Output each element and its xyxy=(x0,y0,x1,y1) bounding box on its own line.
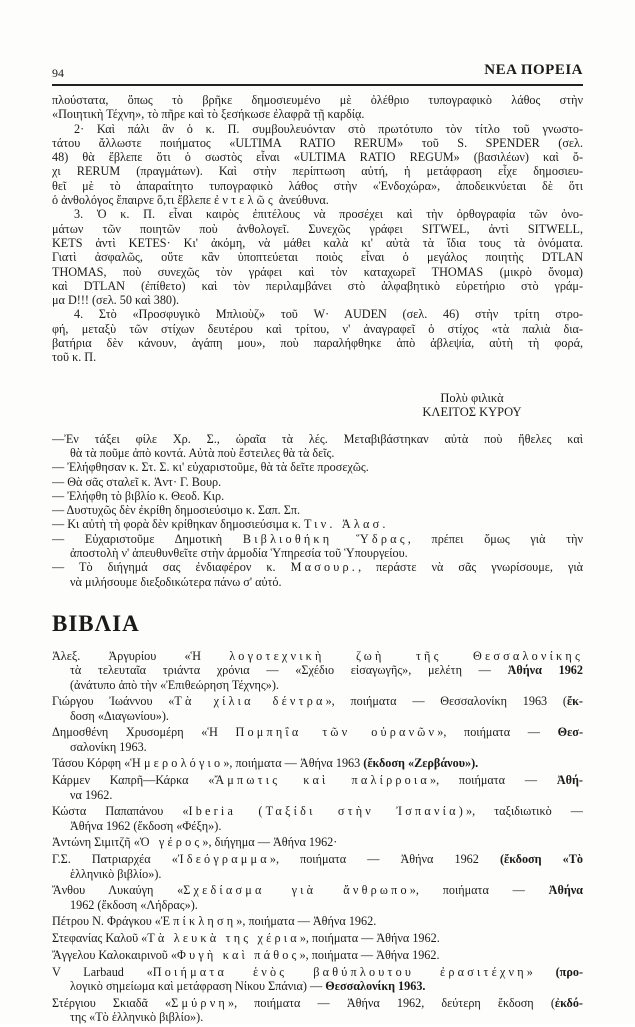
text-run: Ἀντώνη Σιμιτζῆ « xyxy=(52,835,140,850)
text-run: 48) θὰ ἔβλεπε ὅτι ὁ σωστὸς εἶναι «ULTIMA RATIO REGUM» (βασιλέων) καὶ ὄ- xyxy=(52,150,583,165)
book-list xyxy=(52,649,583,1025)
text-run: 1962 (ἔκδοση «Λήδρας»). xyxy=(70,897,198,912)
journal-title: ΝΕΑ ΠΟΡΕΙΑ xyxy=(484,62,583,78)
letter-text xyxy=(52,93,583,365)
text-line xyxy=(52,432,583,446)
text-line xyxy=(52,136,583,150)
text-run: φή, μεταξὺ τῶν στίχων δευτέρου καὶ τρίτου, ν' ἀναγραφεῖ ὁ στίχος «τὰ παλιὰ δια- xyxy=(52,321,583,336)
text-line xyxy=(52,678,583,692)
book-entry xyxy=(52,725,583,754)
spaced-title: Ἰδεόγραμμα xyxy=(177,852,270,867)
text-line xyxy=(52,150,583,164)
text-run: Πέτρου Ν. Φράγκου « xyxy=(52,914,161,929)
text-run: », διήγημα — Ἀθήνα 1962· xyxy=(202,835,338,850)
text-run: — Τὸ διήγημά σας ἐνδιαφέρον κ. xyxy=(52,560,291,575)
text-line xyxy=(52,649,583,663)
spaced-title: Τὰ λευκὰ της χέρια xyxy=(147,931,300,946)
spaced-title: λογοτεχνικὴ ζωὴ τῆς Θεσσαλονίκης xyxy=(229,648,583,663)
text-line xyxy=(52,819,583,833)
text-line xyxy=(52,307,583,321)
text-line xyxy=(52,460,583,474)
bold-text: Ἀθήνα 1962 xyxy=(507,663,583,678)
text-line xyxy=(52,265,583,279)
text-run: Στεφανίας Καλοῦ « xyxy=(52,931,148,946)
text-line xyxy=(52,898,583,912)
spaced-title: Ἄμπωτις καὶ παλίρροια xyxy=(214,773,430,788)
text-line xyxy=(52,279,583,293)
text-line xyxy=(52,489,583,503)
spaced-title: ἐντελῶς xyxy=(214,193,276,208)
spaced-title: Μασουρ. xyxy=(290,560,359,575)
page-number: 94 xyxy=(52,66,64,80)
note-item xyxy=(52,460,583,474)
text-line xyxy=(52,475,583,489)
text-run: θεῖ μὲ τὸ ἀπαραίτητο τυπογραφικὸ λάθος στὴν «Ἐνδοχώρα», ἀποδεικνύεται δὲ ὅτι xyxy=(52,178,583,193)
page-body xyxy=(52,93,583,1027)
spaced-title: Βιβλιοθήκη Ὕδρας xyxy=(242,531,408,546)
text-run: καὶ DTLAN (ἐπίθετο) καὶ τὸν περιλαμβάνει στὸ ἀλφαβητικὸ εὑρετήριο στὸ γράμ- xyxy=(52,278,583,293)
book-entry xyxy=(52,804,583,833)
text-run: Ἄνθου Λυκαύγη « xyxy=(52,883,184,898)
text-line xyxy=(52,93,583,107)
text-run: μάτων τῶν ποιητῶν ποὺ ἀνθολογεῖ. Συνεχῶς γράφει SITWEL, ἀντὶ SITWELL, xyxy=(52,221,583,236)
text-run: Κώστα Παπαπάνου « xyxy=(52,804,189,819)
spaced-title: Ὁ γέρος xyxy=(139,835,203,850)
text-line xyxy=(52,867,583,881)
text-run: βατήρια δὲν κάνουν, ἀγάπη μου», ποὺ παραλήφθηκε ἀπὸ ἀβλεψία, αὐτὴ τὴ φορά, xyxy=(52,336,583,351)
book-entry xyxy=(52,931,583,945)
spaced-title: Φυγὴ καὶ πάθος xyxy=(176,948,300,963)
text-run: — Ἐλήφθησαν κ. Στ. Σ. κι' εὐχαριστοῦμε, θὰ τὰ δεῖτε προσεχῶς. xyxy=(52,460,369,475)
text-line xyxy=(52,546,583,560)
text-line xyxy=(52,914,583,928)
text-run: Γ.Σ. Πατριαρχέα « xyxy=(52,852,178,867)
book-entry xyxy=(52,948,583,962)
text-line xyxy=(52,788,583,802)
text-run: — Κι αὐτὴ τὴ φορὰ δὲν κρίθηκαν δημοσιεύσιμα κ. xyxy=(52,517,304,532)
note-item xyxy=(52,517,583,531)
text-line xyxy=(52,336,583,350)
text-run: », ποιήματα — Ἀθήνα 1962, δεύτερη ἔκδοση ( xyxy=(227,995,555,1010)
text-run: THOMAS, ποὺ συνεχῶς τὸν γράφει καὶ τὸν καταχωρεῖ THOMAS (μικρὸ ὄνομα) xyxy=(52,264,583,279)
text-run: », ποιήματα — xyxy=(437,725,558,740)
text-run: Κάρμεν Καπρῆ—Κάρκα « xyxy=(52,773,215,788)
text-run: », ποιήματα — Ἀθήνα 1963 xyxy=(223,756,364,771)
paragraph xyxy=(52,122,583,208)
spaced-title: Σχεδίασμα γιὰ ἄνθρωπο xyxy=(183,883,410,898)
text-line xyxy=(52,979,583,993)
text-run: Ἀθήνα 1962 (ἔκδοση «Φέξη»). xyxy=(70,818,222,833)
text-run: Ἄγγελου Καλοκαιρινοῦ « xyxy=(52,948,177,963)
book-entry xyxy=(52,773,583,802)
text-run: θὰ τὰ ποῦμε ἀπὸ κοντά. Αὐτὰ ποὺ ἔστειλες θὰ τὰ δεῖς. xyxy=(70,445,335,460)
book-entry xyxy=(52,756,583,770)
text-run: », ποιήματα — xyxy=(429,773,557,788)
text-run: χι RERUM (πραγμάτων). Καὶ στὴν περίπτωση αὐτή, ἡ μετάφραση εἶχε δημοσιευ- xyxy=(52,164,583,179)
spaced-title: Πομπηΐα τῶν οὐρανῶν xyxy=(235,725,438,740)
text-run: », ταξιδιωτικὸ — xyxy=(465,804,583,819)
text-run: —Ἐν τάξει φίλε Χρ. Σ., ὡραῖα τὰ λές. Μεταβιβάστηκαν αὐτὰ ποὺ ἤθελες καὶ xyxy=(52,431,583,446)
signature-closing: Πολὺ φιλικὰ xyxy=(440,390,504,405)
text-run: μα D!!! (σελ. 50 καὶ 380). xyxy=(52,293,180,308)
text-run: , περάστε νὰ σᾶς γνωρίσουμε, γιὰ xyxy=(358,560,583,575)
bold-text: ἐκδό- xyxy=(554,995,583,1010)
text-line xyxy=(52,740,583,754)
note-item xyxy=(52,432,583,461)
bold-text: Ἀθήνα xyxy=(548,883,583,898)
text-line xyxy=(52,965,583,979)
paragraph xyxy=(52,207,583,307)
text-run: », ποιήματα — xyxy=(409,883,549,898)
text-run: Γιώργου Ἰωάννου « xyxy=(52,694,175,709)
spaced-title: Σμύρνη xyxy=(171,995,228,1010)
text-run: (ἀνάτυπο ἀπὸ τὴν «Ἐπιθεώρηση Τέχνης»). xyxy=(70,677,279,692)
text-run: », ποιήματα — Ἀθήνα 1962 xyxy=(269,852,500,867)
book-entry xyxy=(52,914,583,928)
text-run: ἀνεύθυνα. xyxy=(275,193,329,208)
text-line xyxy=(52,503,583,517)
text-line xyxy=(52,122,583,136)
text-line xyxy=(52,250,583,264)
note-item xyxy=(52,532,583,561)
text-line xyxy=(52,575,583,589)
text-run: Γιατὶ ἀσφαλῶς, οὔτε κἂν ὑποπτεύεται ποιὸς εἶναι ὁ μεγάλος ποιητὴς DTLAN xyxy=(52,250,583,265)
text-run: ἀποστολὴ ν' ἀπευθυνθεῖτε στὴν ἁρμοδία Ὑπηρεσία τοῦ Ὑπουργείου. xyxy=(70,546,408,561)
paragraph xyxy=(52,93,583,122)
text-run: », ποιήματα — Ἀθήνα 1962. xyxy=(299,948,440,963)
text-run: της «Τὸ ἑλληνικὸ βιβλίο»). xyxy=(70,1010,204,1025)
text-run: νὰ μιλήσουμε διεξοδικώτερα πάνω σ' αὐτό. xyxy=(70,574,282,589)
text-line xyxy=(52,446,583,460)
text-run: Ἀλεξ. Ἀργυρίου «Ἡ xyxy=(52,648,230,663)
text-run: , πρέπει ὅμως γιὰ τὴν xyxy=(407,531,583,546)
bold-text: (ἔκδοση «Ζερβάνου»). xyxy=(363,756,479,771)
text-line xyxy=(52,350,583,364)
text-run: », ποιήματα — Ἀθήνα 1962. xyxy=(236,914,377,929)
text-line xyxy=(52,804,583,818)
text-run: 2· Καὶ πάλι ἂν ὁ κ. Π. συμβουλευόνταν στὸ πρωτότυπο τὸν τίτλο τοῦ γνωστο- xyxy=(74,121,583,136)
note-item xyxy=(52,475,583,489)
bold-text: (ἔκδοση «Τὸ xyxy=(499,852,583,867)
text-line xyxy=(52,1010,583,1024)
spaced-title: Ἡμερολόγιο xyxy=(130,756,224,771)
text-line xyxy=(52,179,583,193)
text-line xyxy=(52,931,583,945)
text-line xyxy=(52,222,583,236)
text-line xyxy=(52,560,583,574)
text-run: », ποιήματα — Θεσσαλονίκη 1963 ( xyxy=(325,694,567,709)
paragraph xyxy=(52,307,583,364)
text-run: «Ποιητικὴ Τέχνη», τὸ πῆρε καὶ τὸ ξεσήκωσε ἐλαφρᾶ τῇ καρδίᾳ. xyxy=(52,107,365,122)
text-line xyxy=(52,756,583,770)
spaced-title: Ἐπίκληση xyxy=(160,914,237,929)
bold-text: ἔκ- xyxy=(566,694,583,709)
text-line xyxy=(52,835,583,849)
editor-notes xyxy=(52,432,583,589)
spaced-title: Τιν. Ἀλασ. xyxy=(303,517,389,532)
text-run: — Ἐλήφθη τὸ βιβλίο κ. Θεοδ. Κιρ. xyxy=(52,488,225,503)
note-item xyxy=(52,560,583,589)
text-run: ὁ ἀνθολόγος ἔπαιρνε ὅ,τι ἔβλεπε xyxy=(52,193,215,208)
text-run: — Εὐχαριστοῦμε Δημοτικὴ xyxy=(52,531,243,546)
text-run: να 1962. xyxy=(70,787,113,802)
note-item xyxy=(52,489,583,503)
text-line xyxy=(52,532,583,546)
text-run: V Larbaud « xyxy=(52,964,153,979)
signature-name: ΚΛΕΙΤΟΣ ΚΥΡΟΥ xyxy=(422,405,522,420)
text-line xyxy=(52,236,583,250)
text-line xyxy=(52,322,583,336)
bold-text: Θεσσαλονίκη 1963. xyxy=(325,979,426,994)
section-heading-books: ΒΙΒΛΙΑ xyxy=(52,610,140,636)
text-line xyxy=(52,948,583,962)
text-line xyxy=(52,709,583,723)
text-run: δοση «Διαγωνίου»). xyxy=(70,708,169,723)
text-run: » xyxy=(526,964,556,979)
text-line xyxy=(52,883,583,897)
text-run: σαλονίκη 1963. xyxy=(70,739,147,754)
text-run: — Δυστυχῶς δὲν ἐκρίθη δημοσιεύσιμο κ. Σαπ. Σπ. xyxy=(52,503,301,518)
text-line xyxy=(52,207,583,221)
text-run: τοῦ κ. Π. xyxy=(52,350,97,365)
text-line xyxy=(52,996,583,1010)
book-entry xyxy=(52,835,583,849)
text-run: τὰ τελευταῖα τριάντα χρόνια — «Σχέδιο εἰσαγωγῆς», μελέτη — xyxy=(70,663,508,678)
text-line xyxy=(52,773,583,787)
book-entry xyxy=(52,694,583,723)
text-run: τάτου ἄλλωστε ποιήματος «ULTIMA RATIO RERUM» τοῦ S. SPENDER (σελ. xyxy=(52,135,583,150)
spaced-title: Τὰ χίλια δέντρα xyxy=(174,694,326,709)
text-run: Στέργιου Σκιαδᾶ « xyxy=(52,995,172,1010)
bold-text: Θεσ- xyxy=(557,725,583,740)
text-run: Δημοσθένη Χρυσομέρη «Ἡ xyxy=(52,725,236,740)
text-run: — Θὰ σᾶς σταλεῖ κ. Ἀντ· Γ. Βουρ. xyxy=(52,474,222,489)
book-entry xyxy=(52,649,583,692)
text-line xyxy=(52,107,583,121)
text-line xyxy=(52,193,583,207)
book-entry xyxy=(52,883,583,912)
text-run: 4. Στὸ «Προσφυγικὸ Μπλιοὺζ» τοῦ W· AUDEN (σελ. 46) στὴν τρίτη στρο- xyxy=(74,307,583,322)
text-run: ἑλληνικὸ βιβλίο»). xyxy=(70,866,162,881)
text-line xyxy=(52,852,583,866)
text-run: », ποιήματα — Ἀθήνα 1962. xyxy=(299,931,440,946)
text-line xyxy=(52,663,583,677)
book-entry xyxy=(52,965,583,994)
text-run: 3. Ὁ κ. Π. εἶναι καιρὸς ἐπιτέλους νὰ προσέχει καὶ τὴν ὀρθογραφία τῶν ὀνο- xyxy=(74,207,583,222)
spaced-title: Iberia (Ταξίδι στὴν Ἰσπανία) xyxy=(188,804,466,819)
bold-text: Ἀθή- xyxy=(556,773,583,788)
bold-text: (προ- xyxy=(555,964,583,979)
text-line xyxy=(52,293,583,307)
note-item xyxy=(52,503,583,517)
text-line xyxy=(52,725,583,739)
signature xyxy=(372,391,572,420)
text-line xyxy=(52,694,583,708)
text-run: πλούστατα, ὅπως τὸ βρῆκε δημοσιευμένο μὲ ὀλέθριο τυπογραφικὸ λάθος στὴν xyxy=(52,93,583,107)
book-entry xyxy=(52,852,583,881)
text-run: λογικὸ σημείωμα καὶ μετάφραση Νίκου Σπάνια) — xyxy=(70,979,326,994)
text-run: KETS ἀντὶ KETES· Κι' ἀκόμη, νὰ μάθει καλὰ κι' αὐτὰ τὰ ἴδια τους τὰ ὀνόματα. xyxy=(52,235,583,250)
spaced-title: Ποιήματα ἑνὸς βαθύπλουτου ἐρασιτέχνη xyxy=(152,964,527,979)
book-entry xyxy=(52,996,583,1025)
text-line xyxy=(52,164,583,178)
page-header xyxy=(52,62,583,86)
text-line xyxy=(52,517,583,531)
text-run: Τάσου Κόρφη « xyxy=(52,756,131,771)
